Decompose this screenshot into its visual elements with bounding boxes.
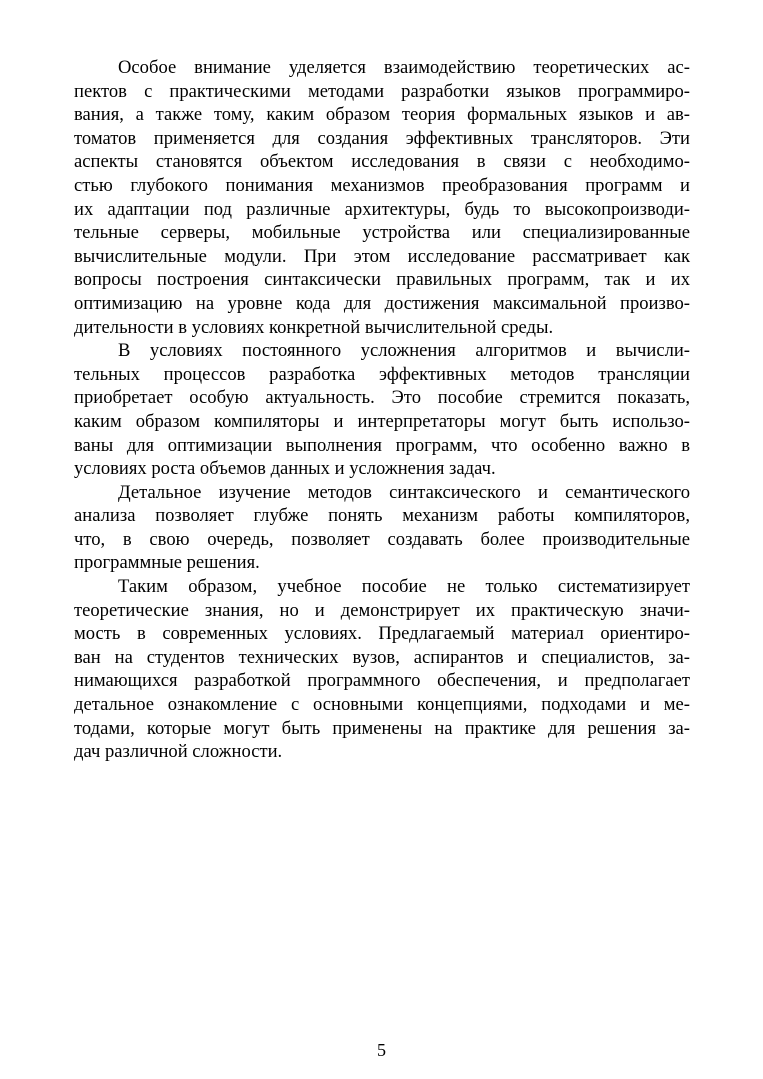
text-line: пектов с практическими методами разработки языков программиро- — [74, 80, 690, 102]
text-line: Таким образом, учебное пособие не только систематизирует — [118, 576, 690, 598]
page-number: 5 — [377, 1040, 386, 1060]
paragraph-1 — [74, 56, 690, 339]
text-line: Особое внимание уделяется взаимодействию теоретических ас- — [118, 57, 690, 78]
text-line: анализа позволяет глубже понять механизм работы компиляторов, — [74, 505, 690, 527]
text-line: условиях роста объемов данных и усложнения задач. — [74, 458, 496, 480]
text-line: ваны для оптимизации выполнения программ, что особенно важно в — [74, 434, 690, 456]
text-line: вания, а также тому, каким образом теория формальных языков и ав- — [74, 104, 690, 126]
text-line: В условиях постоянного усложнения алгоритмов и вычисли- — [118, 340, 690, 362]
text-line: тельные серверы, мобильные устройства или специализированные — [74, 222, 690, 244]
text-line: детальное ознакомление с основными концепциями, подходами и ме- — [74, 694, 690, 716]
paragraph-3 — [74, 481, 690, 575]
text-line: дач различной сложности. — [74, 741, 283, 763]
text-line: программные решения. — [74, 552, 260, 574]
text-line: оптимизацию на уровне кода для достижения максимальной произво- — [74, 292, 690, 314]
text-line: мость в современных условиях. Предлагаемый материал ориентиро- — [74, 623, 690, 645]
text-line: ван на студентов технических вузов, аспирантов и специалистов, за- — [74, 646, 690, 668]
text-line: их адаптации под различные архитектуры, будь то высокопроизводи- — [74, 198, 690, 220]
text-line: каким образом компиляторы и интерпретаторы могут быть использо- — [74, 410, 690, 432]
text-line: вопросы построения синтаксически правильных программ, так и их — [74, 269, 690, 291]
text-line: вычислительные модули. При этом исследование рассматривает как — [74, 245, 690, 267]
text-line: томатов применяется для создания эффективных трансляторов. Эти — [74, 127, 690, 149]
text-line: тодами, которые могут быть применены на практике для решения за- — [74, 717, 690, 739]
text-line: приобретает особую актуальность. Это пособие стремится показать, — [74, 387, 690, 409]
text-line: стью глубокого понимания механизмов преобразования программ и — [74, 174, 690, 196]
body-text — [74, 56, 690, 764]
text-line: Детальное изучение методов синтаксического и семантического — [118, 481, 690, 503]
paragraph-2 — [74, 339, 690, 481]
text-line: тельных процессов разработка эффективных методов трансляции — [74, 363, 690, 385]
text-line: нимающихся разработкой программного обеспечения, и предполагает — [74, 670, 690, 692]
paragraph-4 — [74, 575, 690, 764]
text-line: аспекты становятся объектом исследования в связи с необходимо- — [74, 151, 690, 173]
text-line: теоретические знания, но и демонстрирует их практическую значи- — [74, 599, 690, 621]
text-line: дительности в условиях конкретной вычислительной среды. — [74, 316, 554, 338]
text-line: что, в свою очередь, позволяет создавать более производительные — [74, 528, 690, 550]
